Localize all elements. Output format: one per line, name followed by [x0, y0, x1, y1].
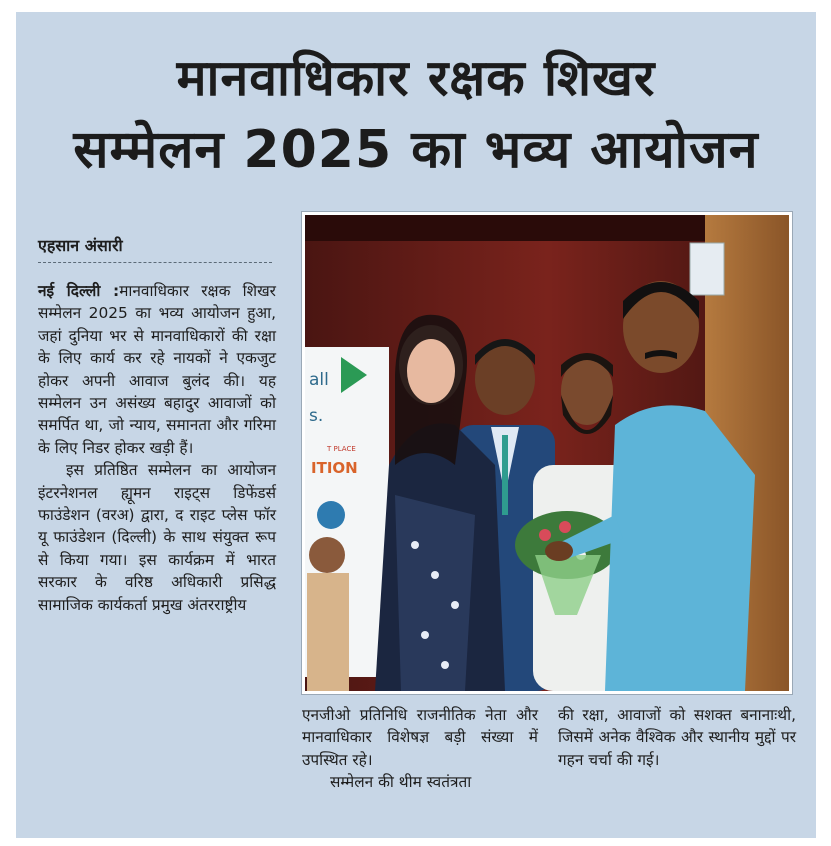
headline-line-2: सम्मेलन 2025 का भव्य आयोजन — [73, 120, 759, 180]
column-2 — [302, 704, 538, 794]
column-3 — [558, 704, 796, 771]
banner-emblem — [317, 501, 345, 529]
headline-line-1: मानवाधिकार रक्षक शिखर — [176, 49, 656, 107]
byline: एहसान अंसारी — [38, 234, 272, 263]
paragraph-3: एनजीओ प्रतिनिधि राजनीतिक नेता और मानवाधिकार विशेषज्ञ बड़ी संख्या में उपस्थित रहे। — [302, 706, 538, 769]
paragraph-5: की रक्षा, आवाजों को सशक्त बनानाःथी, जिसमें अनेक वैश्विक और स्थानीय मुद्दों पर गहन चर्चा की गई। — [558, 706, 796, 769]
paragraph-1 — [38, 280, 276, 459]
wall-device — [690, 243, 724, 295]
event-photo-illustration — [305, 215, 789, 691]
paragraph-4: सम्मेलन की थीम स्वतंत्रता — [330, 773, 472, 792]
banner-text-4: ITION — [311, 459, 358, 477]
person-background — [307, 537, 349, 691]
dateline: नई दिल्ली : — [38, 282, 120, 300]
banner-text-3: T PLACE — [327, 445, 356, 453]
column-1 — [38, 280, 276, 616]
newspaper-clipping — [16, 12, 816, 838]
banner-text-1: all — [309, 370, 329, 390]
paragraph-2: इस प्रतिष्ठित सम्मेलन का आयोजन इंटरनेशनल ह्यूमन राइट्स डिफेंडर्स फाउंडेशन (वरअ) द्वारा, द राइट प्लेस फॉर यू फाउंडेशन (दिल्ली) के साथ संयुक्त रूप से किया गया। इस कार्यक्रम में भारत सरकार के वरिष्ठ अधिकारी प्रसिद्ध सामाजिक कार्यकर्ता प्रमुख अंतरराष्ट्रीय — [38, 461, 276, 614]
banner-text-2: s. — [309, 406, 324, 426]
event-photo — [302, 212, 792, 694]
paragraph-1-text: मानवाधिकार रक्षक शिखर सम्मेलन 2025 का भव्य आयोजन हुआ, जहां दुनिया भर से मानवाधिकारों की रक्षा के लिए कार्य कर रहे नायकों ने एकजुट होकर अपनी आवाज बुलंद की। यह सम्मेलन उन असंख्य बहादुर आवाजों को समर्पित था, जो न्याय, समानता और गरिमा के लिए निडर होकर खड़ी हैं। — [38, 282, 276, 457]
